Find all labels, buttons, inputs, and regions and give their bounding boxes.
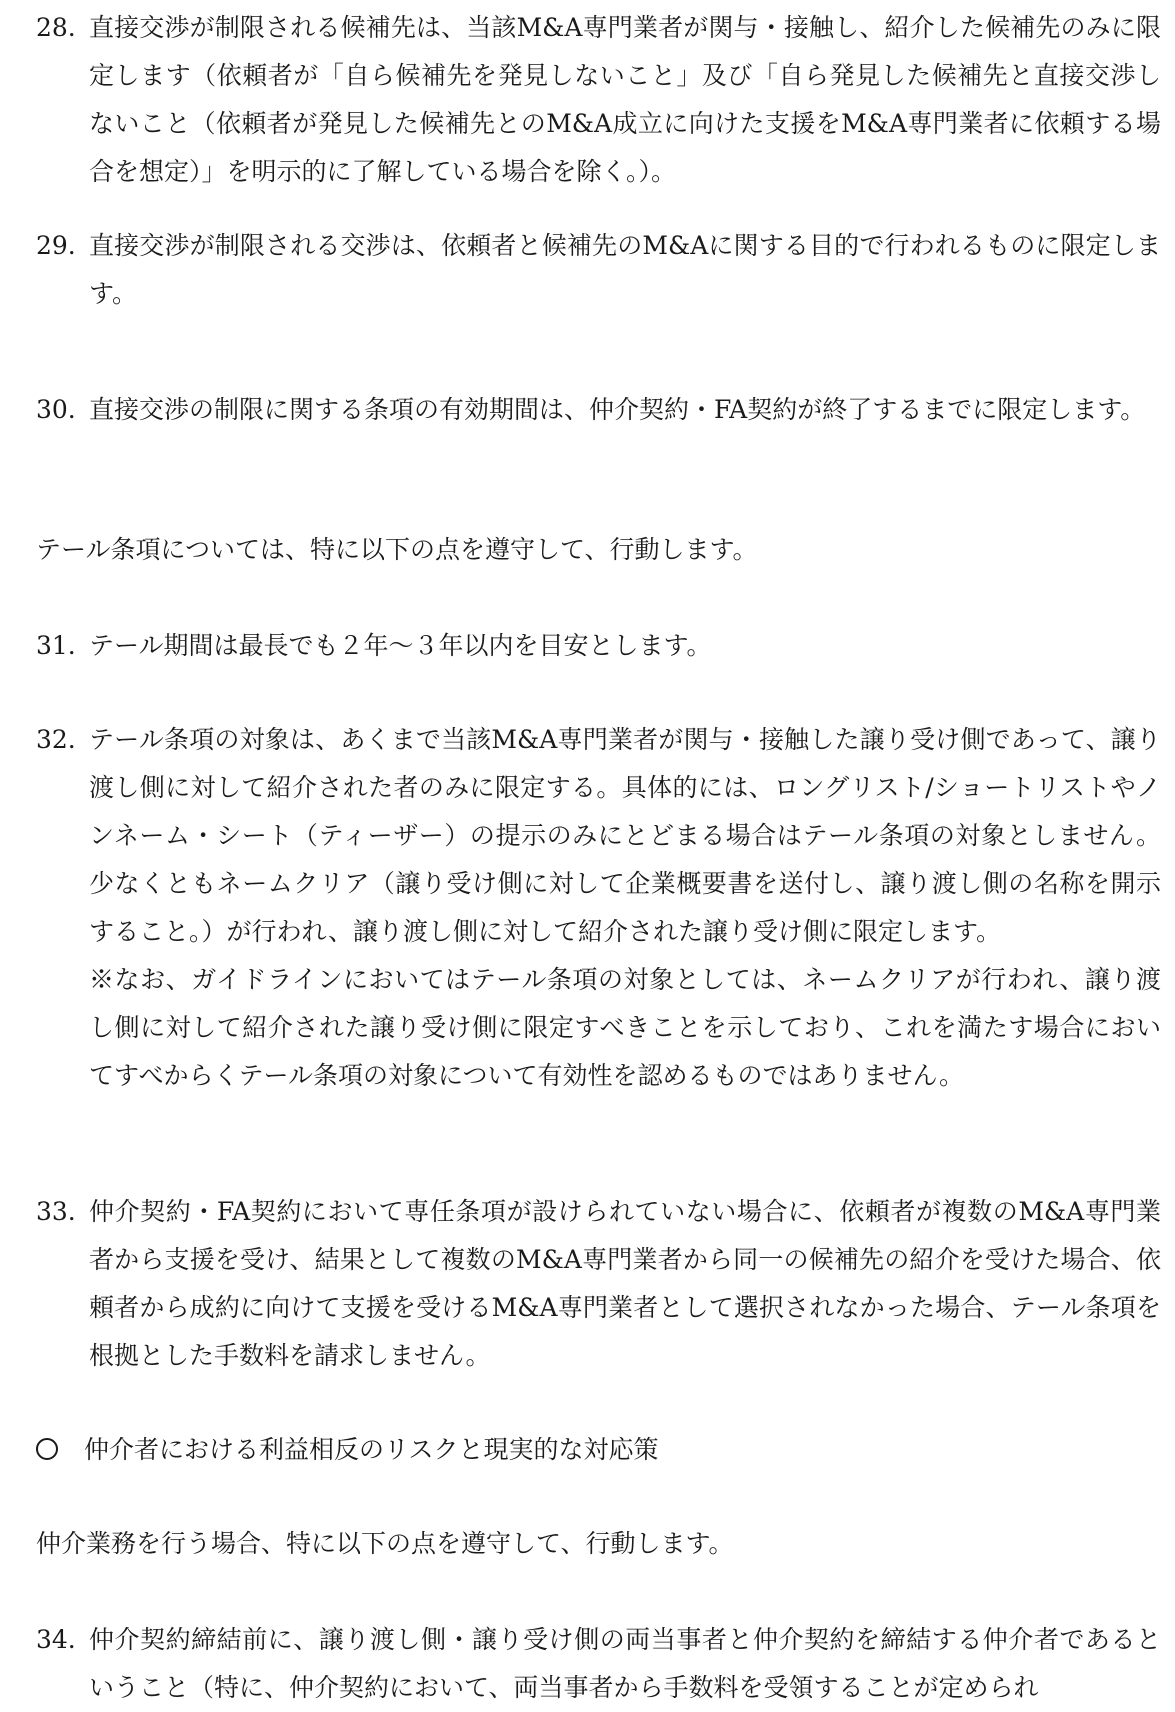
list-item-29 (36, 222, 1161, 318)
section-heading (36, 1426, 1161, 1474)
item-number: 28. (36, 13, 76, 42)
item-text: 直接交渉が制限される交渉は、依頼者と候補先のM&Aに関する目的で行われるものに限定します。 (89, 231, 1161, 308)
item-text: 直接交渉の制限に関する条項の有効期間は、仲介契約・FA契約が終了するまでに限定します。 (89, 395, 1146, 424)
tail-clause-intro: テール条項については、特に以下の点を遵守して、行動します。 (36, 535, 758, 564)
item-number: 33. (36, 1197, 76, 1226)
item-text (89, 716, 1161, 1100)
item-text: 仲介契約・FA契約において専任条項が設けられていない場合に、依頼者が複数のM&A専門業者から支援を受け、結果として複数のM&A専門業者から同一の候補先の紹介を受けた場合、依頼者から成約に向けて支援を受けるM&A専門業者として選択されなかった場合、テール条項を根拠とした手数料を請求しません。 (89, 1197, 1161, 1370)
item-number: 32. (36, 725, 76, 754)
list-item-30 (36, 386, 1161, 482)
item-text: テール期間は最長でも２年～３年以内を目安とします。 (89, 631, 712, 660)
item-number: 31. (36, 631, 76, 660)
broker-intro: 仲介業務を行う場合、特に以下の点を遵守して、行動します。 (36, 1529, 734, 1558)
section-heading-text: 仲介者における利益相反のリスクと現実的な対応策 (84, 1435, 659, 1464)
item-note: ※なお、ガイドラインにおいてはテール条項の対象としては、ネームクリアが行われ、譲り渡し側に対して紹介された譲り受け側に限定すべきことを示しており、これを満たす場合においてすべからくテール条項の対象について有効性を認めるものではありません。 (89, 965, 1161, 1090)
item-text: 仲介契約締結前に、譲り渡し側・譲り受け側の両当事者と仲介契約を締結する仲介者であるということ（特に、仲介契約において、両当事者から手数料を受領することが定められ (89, 1625, 1161, 1702)
item-text: 直接交渉が制限される候補先は、当該M&A専門業者が関与・接触し、紹介した候補先のみに限定します（依頼者が「自ら候補先を発見しないこと」及び「自ら発見した候補先と直接交渉しないこと（依頼者が発見した候補先とのM&A成立に向けた支援をM&A専門業者に依頼する場合を想定）」を明示的に了解している場合を除く。）。 (89, 13, 1161, 186)
item-number: 30. (36, 395, 76, 424)
list-item-32 (36, 716, 1161, 1148)
item-number: 29. (36, 231, 76, 260)
list-item-31 (36, 622, 1161, 670)
list-item-33 (36, 1188, 1161, 1380)
list-item-28 (36, 4, 1161, 196)
list-item-34 (36, 1616, 1161, 1712)
item-main-text: テール条項の対象は、あくまで当該M&A専門業者が関与・接触した譲り受け側であって、譲り渡し側に対して紹介された者のみに限定する。具体的には、ロングリスト/ショートリストやノンネーム・シート（ティーザー）の提示のみにとどまる場合はテール条項の対象としません。少なくともネームクリア（譲り受け側に対して企業概要書を送付し、譲り渡し側の名称を開示すること。）が行われ、譲り渡し側に対して紹介された譲り受け側に限定します。 (89, 725, 1161, 946)
item-number: 34. (36, 1625, 76, 1654)
circle-bullet-icon (36, 1438, 58, 1460)
